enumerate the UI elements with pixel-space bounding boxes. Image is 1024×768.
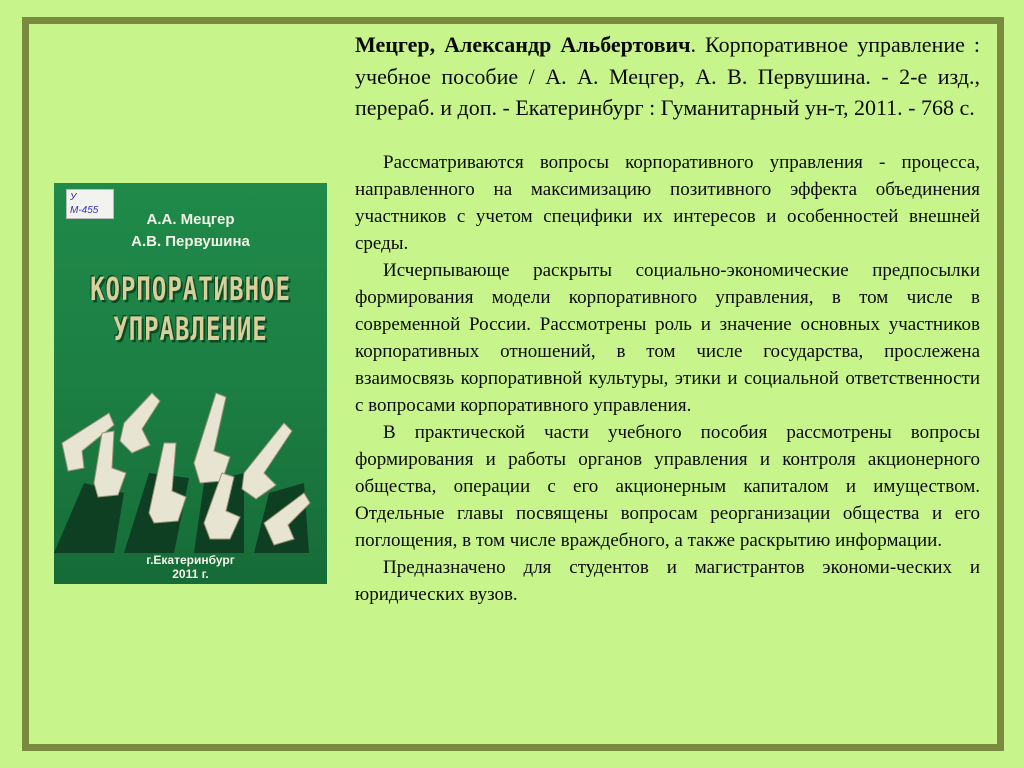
sticker-line-1: У: [70, 192, 77, 203]
cover-title-line-2: УПРАВЛЕНИЕ: [113, 310, 268, 348]
annotation-paragraph: Рассматриваются вопросы корпоративного управления - процесса, направленного на максимизацию позитивного эффекта объединения участников с учетом специфики их интересов и особенностей внешней среды.: [355, 151, 980, 254]
annotation-paragraph: Предназначено для студентов и магистрантов экономи-ческих и юридических вузов.: [355, 556, 980, 605]
cover-title-line-1: КОРПОРАТИВНОЕ: [90, 270, 291, 308]
cover-author-2: А.В. Первушина: [131, 233, 250, 250]
sticker-line-2: М-455: [70, 205, 99, 216]
book-cover-image: [54, 183, 327, 584]
citation-details: . Корпоративное управление : учебное пособие / А. А. Мецгер, А. В. Первушина. - 2-е изд., перераб. и доп. - Екатеринбург : Гуманитарный ун-т, 2011. - 768 с.: [355, 32, 980, 120]
book-description: [355, 29, 980, 608]
cover-author-1: А.А. Мецгер: [146, 211, 235, 228]
cover-city: г.Екатеринбург: [146, 553, 235, 567]
annotation: [355, 149, 980, 608]
cover-imprint: [54, 553, 327, 581]
raised-hands-illustration: [54, 373, 327, 553]
cover-title: [54, 269, 327, 349]
cover-year: 2011 г.: [172, 567, 209, 581]
annotation-paragraph: В практической части учебного пособия рассмотрены вопросы формирования и работы органов управления и контроля акционерного общества, операции с его акционерным капиталом и имуществом. Отдельные главы посвящены вопросам реорганизации общества и его поглощения, в том числе враждебного, а также раскрытию информации.: [355, 421, 980, 551]
cover-authors: [54, 209, 327, 253]
citation-author: Мецгер, Александр Альбертович: [355, 32, 691, 57]
bibliographic-citation: [355, 29, 980, 124]
annotation-paragraph: Исчерпывающе раскрыты социально-экономические предпосылки формирования модели корпоративного управления, в том числе в современной России. Рассмотрены роль и значение основных участников корпоративных отношений, в том числе государства, прослежена взаимосвязь корпоративной культуры, этики и социальной ответственности с вопросами корпоративного управления.: [355, 259, 980, 416]
